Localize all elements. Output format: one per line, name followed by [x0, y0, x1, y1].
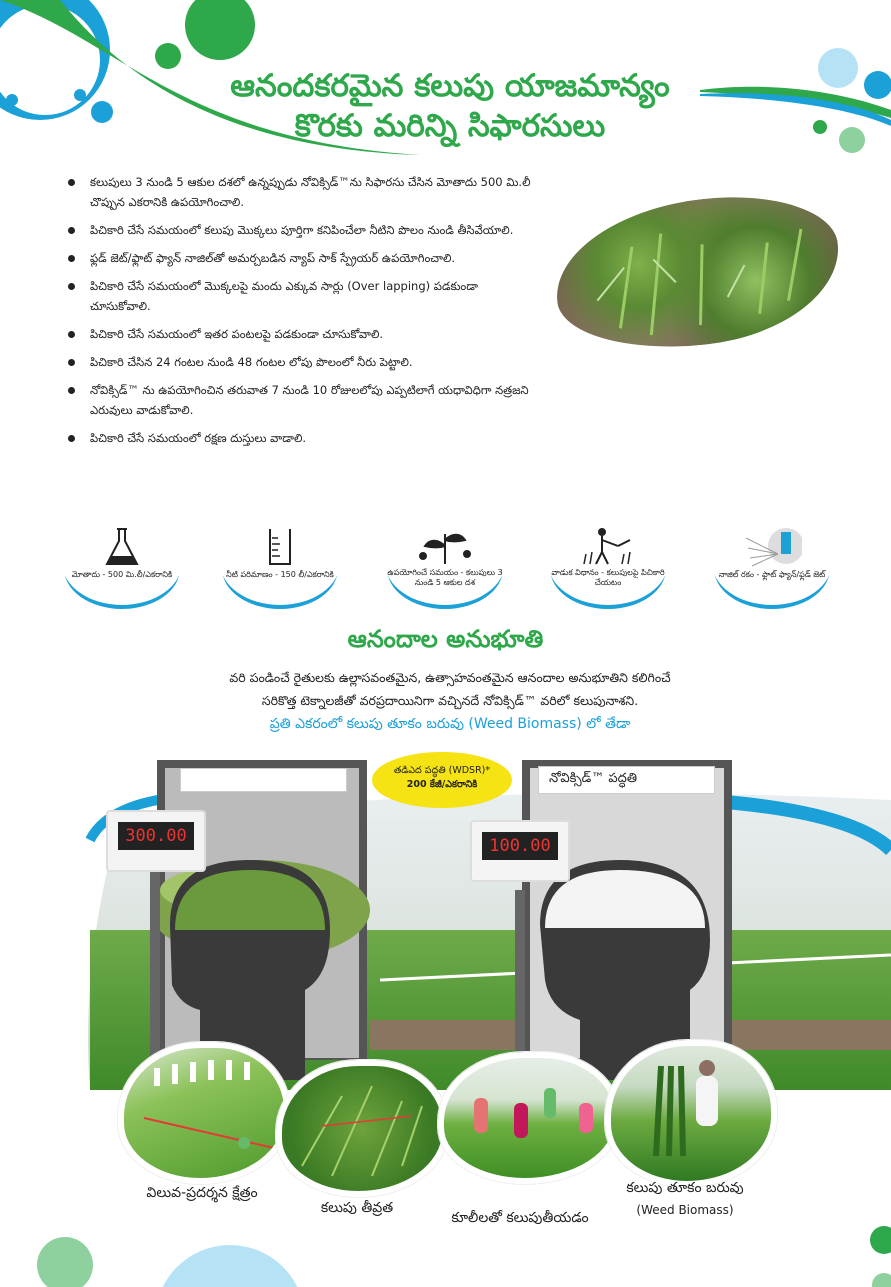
weed-leaves-icon — [548, 186, 847, 360]
happiness-title: ఆనందాల అనుభూతి — [347, 625, 544, 653]
list-item: పిచికారి చేసే సమయంలో రక్షణ దుస్తులు వాడాలి. — [60, 428, 540, 448]
left-scale — [106, 810, 206, 872]
biomass-difference-line: ప్రతి ఎకరంలో కలుపు తూకం బరువు (Weed Biomass) లో తేడా — [269, 716, 631, 732]
water-volume-card — [220, 520, 340, 605]
blue-dot-decoration — [91, 101, 113, 123]
weed-field-photo — [548, 186, 847, 360]
wdsr-badge — [372, 752, 512, 808]
title-line-1: ఆనందకరమైన కలుపు యాజమాన్యం — [230, 68, 670, 104]
icon-label: వాడుక విధానం - కలుపులపై పిచికారి చేయటం — [551, 568, 665, 587]
caption-weed-intensity: కలుపు తీవ్రత — [320, 1200, 394, 1216]
list-item: ఫ్లడ్ జెట్/ఫ్లాట్ ఫ్యాన్ నాజిల్‌తో అమర్చబడిన న్యాప్ సాక్ స్ప్రేయర్ ఉపయోగించాలి. — [60, 248, 540, 268]
right-scale — [470, 820, 570, 882]
light-green-dot-decoration — [872, 1273, 891, 1287]
title-line-2: కొరకు మరిన్ని సిఫారసులు — [294, 108, 606, 144]
light-green-circle-decoration — [37, 1237, 93, 1287]
light-green-dot-decoration — [839, 127, 865, 153]
right-method-label: నోవిక్సిడ్™ పద్ధతి — [538, 766, 715, 794]
comparison-scene — [0, 760, 891, 1090]
icon-label: నాజిల్ రకం - ఫ్లాట్ ఫ్యాన్/ఫ్లడ్ జెట్ — [718, 570, 826, 579]
harvested-bundle-icon — [611, 1046, 771, 1181]
list-item: పిచికారి చేసే సమయంలో కలుపు మొక్కలు పూర్తిగా కనిపించేలా నీటిని పొలం నుండి తీసివేయాలి. — [60, 220, 540, 240]
green-dot-decoration — [813, 120, 827, 134]
blue-dot-decoration — [74, 89, 86, 101]
green-circle-decoration — [185, 0, 255, 60]
workers-icon — [444, 1058, 614, 1178]
nozzle-icon — [742, 526, 802, 568]
happiness-paragraph — [100, 666, 800, 712]
blue-dot-decoration — [864, 71, 891, 99]
left-method-label — [180, 768, 347, 792]
footer-decoration — [0, 1210, 891, 1287]
paragraph-line-1: వరి పండించే రైతులకు ఉల్లాసవంతమైన, ఉత్సాహవంతమైన ఆనందాల అనుభూతిని కలిగించే — [229, 670, 671, 685]
wdsr-label: తడిఎద పద్ధతి (WDSR)* — [393, 765, 491, 776]
weed-intensity-photo — [276, 1060, 448, 1197]
wdsr-value: 200 కేజీ/ఎకరానికి — [406, 779, 478, 790]
caption-demo-field: విలువ-ప్రదర్శన క్షేత్రం — [146, 1185, 258, 1201]
weed-biomass-photo — [605, 1040, 777, 1187]
timing-card — [385, 520, 505, 605]
paragraph-line-2: సరికొత్త టెక్నాలజీతో వరప్రదాయినిగా వచ్చినదే నోవిక్సిడ్™ వరిలో కలుపునాశని. — [261, 693, 639, 708]
left-scale-display: 300.00 — [118, 822, 194, 850]
flask-icon — [102, 526, 142, 568]
list-item: పిచికారి చేసే సమయంలో ఇతర పంటలపై పడకుండా చూసుకోవాలి. — [60, 324, 540, 344]
list-item: నోవిక్సిడ్™ ను ఉపయోగించిన తరువాత 7 నుండి 10 రోజులలోపు ఎప్పటిలాగే యధావిధిగా నత్రజని ఎరువులు వాడుకోవాలి. — [60, 380, 540, 420]
icon-label: నీటి పరిమాణం - 150 లీ/ఎకరానికి — [226, 570, 334, 579]
sprayer-person-icon — [580, 526, 636, 566]
seedling-icon — [415, 526, 475, 566]
farmers-group-icon — [124, 1048, 284, 1178]
list-item: కలుపులు 3 నుండి 5 ఆకుల దశలో ఉన్నప్పుడు నోవిక్సిడ్™ను సిఫారసు చేసిన మోతాదు 500 మి.లీ చొప్పున ఎకరానికి ఉపయోగించాలి. — [60, 172, 540, 212]
blue-dot-decoration — [6, 94, 18, 106]
recommendations-list — [60, 172, 540, 456]
list-item: పిచికారి చేసిన 24 గంటల నుండి 48 గంటల లోపు పొలంలో నీరు పెట్టాలి. — [60, 352, 540, 372]
dosage-card — [62, 520, 182, 605]
grass-icon — [282, 1066, 442, 1191]
icon-label: మోతాదు - 500 మి.లీ/ఎకరానికి — [71, 570, 173, 579]
demo-field-photo — [118, 1042, 290, 1184]
green-dot-decoration — [870, 1226, 891, 1254]
right-scale-display: 100.00 — [482, 832, 558, 860]
caption-weed-biomass: కలుపు తూకం బరువు — [626, 1180, 744, 1196]
icon-label: ఉపయోగించే సమయం - కలుపులు 3 నుండి 5 ఆకుల దశ — [387, 568, 503, 587]
light-blue-circle-decoration — [155, 1245, 305, 1287]
beaker-icon — [260, 526, 300, 568]
caption-weed-biomass-en: (Weed Biomass) — [636, 1203, 734, 1217]
light-blue-circle-decoration — [818, 48, 858, 88]
list-item: పిచికారి చేసే సమయంలో మొక్కలపై మందు ఎక్కువ సార్లు (Over lapping) పడకుండా చూసుకోవాలి. — [60, 276, 540, 316]
application-method-card — [548, 520, 668, 605]
nozzle-type-card — [712, 520, 832, 605]
caption-manual-weeding: కూలీలతో కలుపుతీయడం — [451, 1210, 589, 1226]
manual-weeding-photo — [438, 1052, 620, 1184]
page-title — [170, 66, 730, 146]
